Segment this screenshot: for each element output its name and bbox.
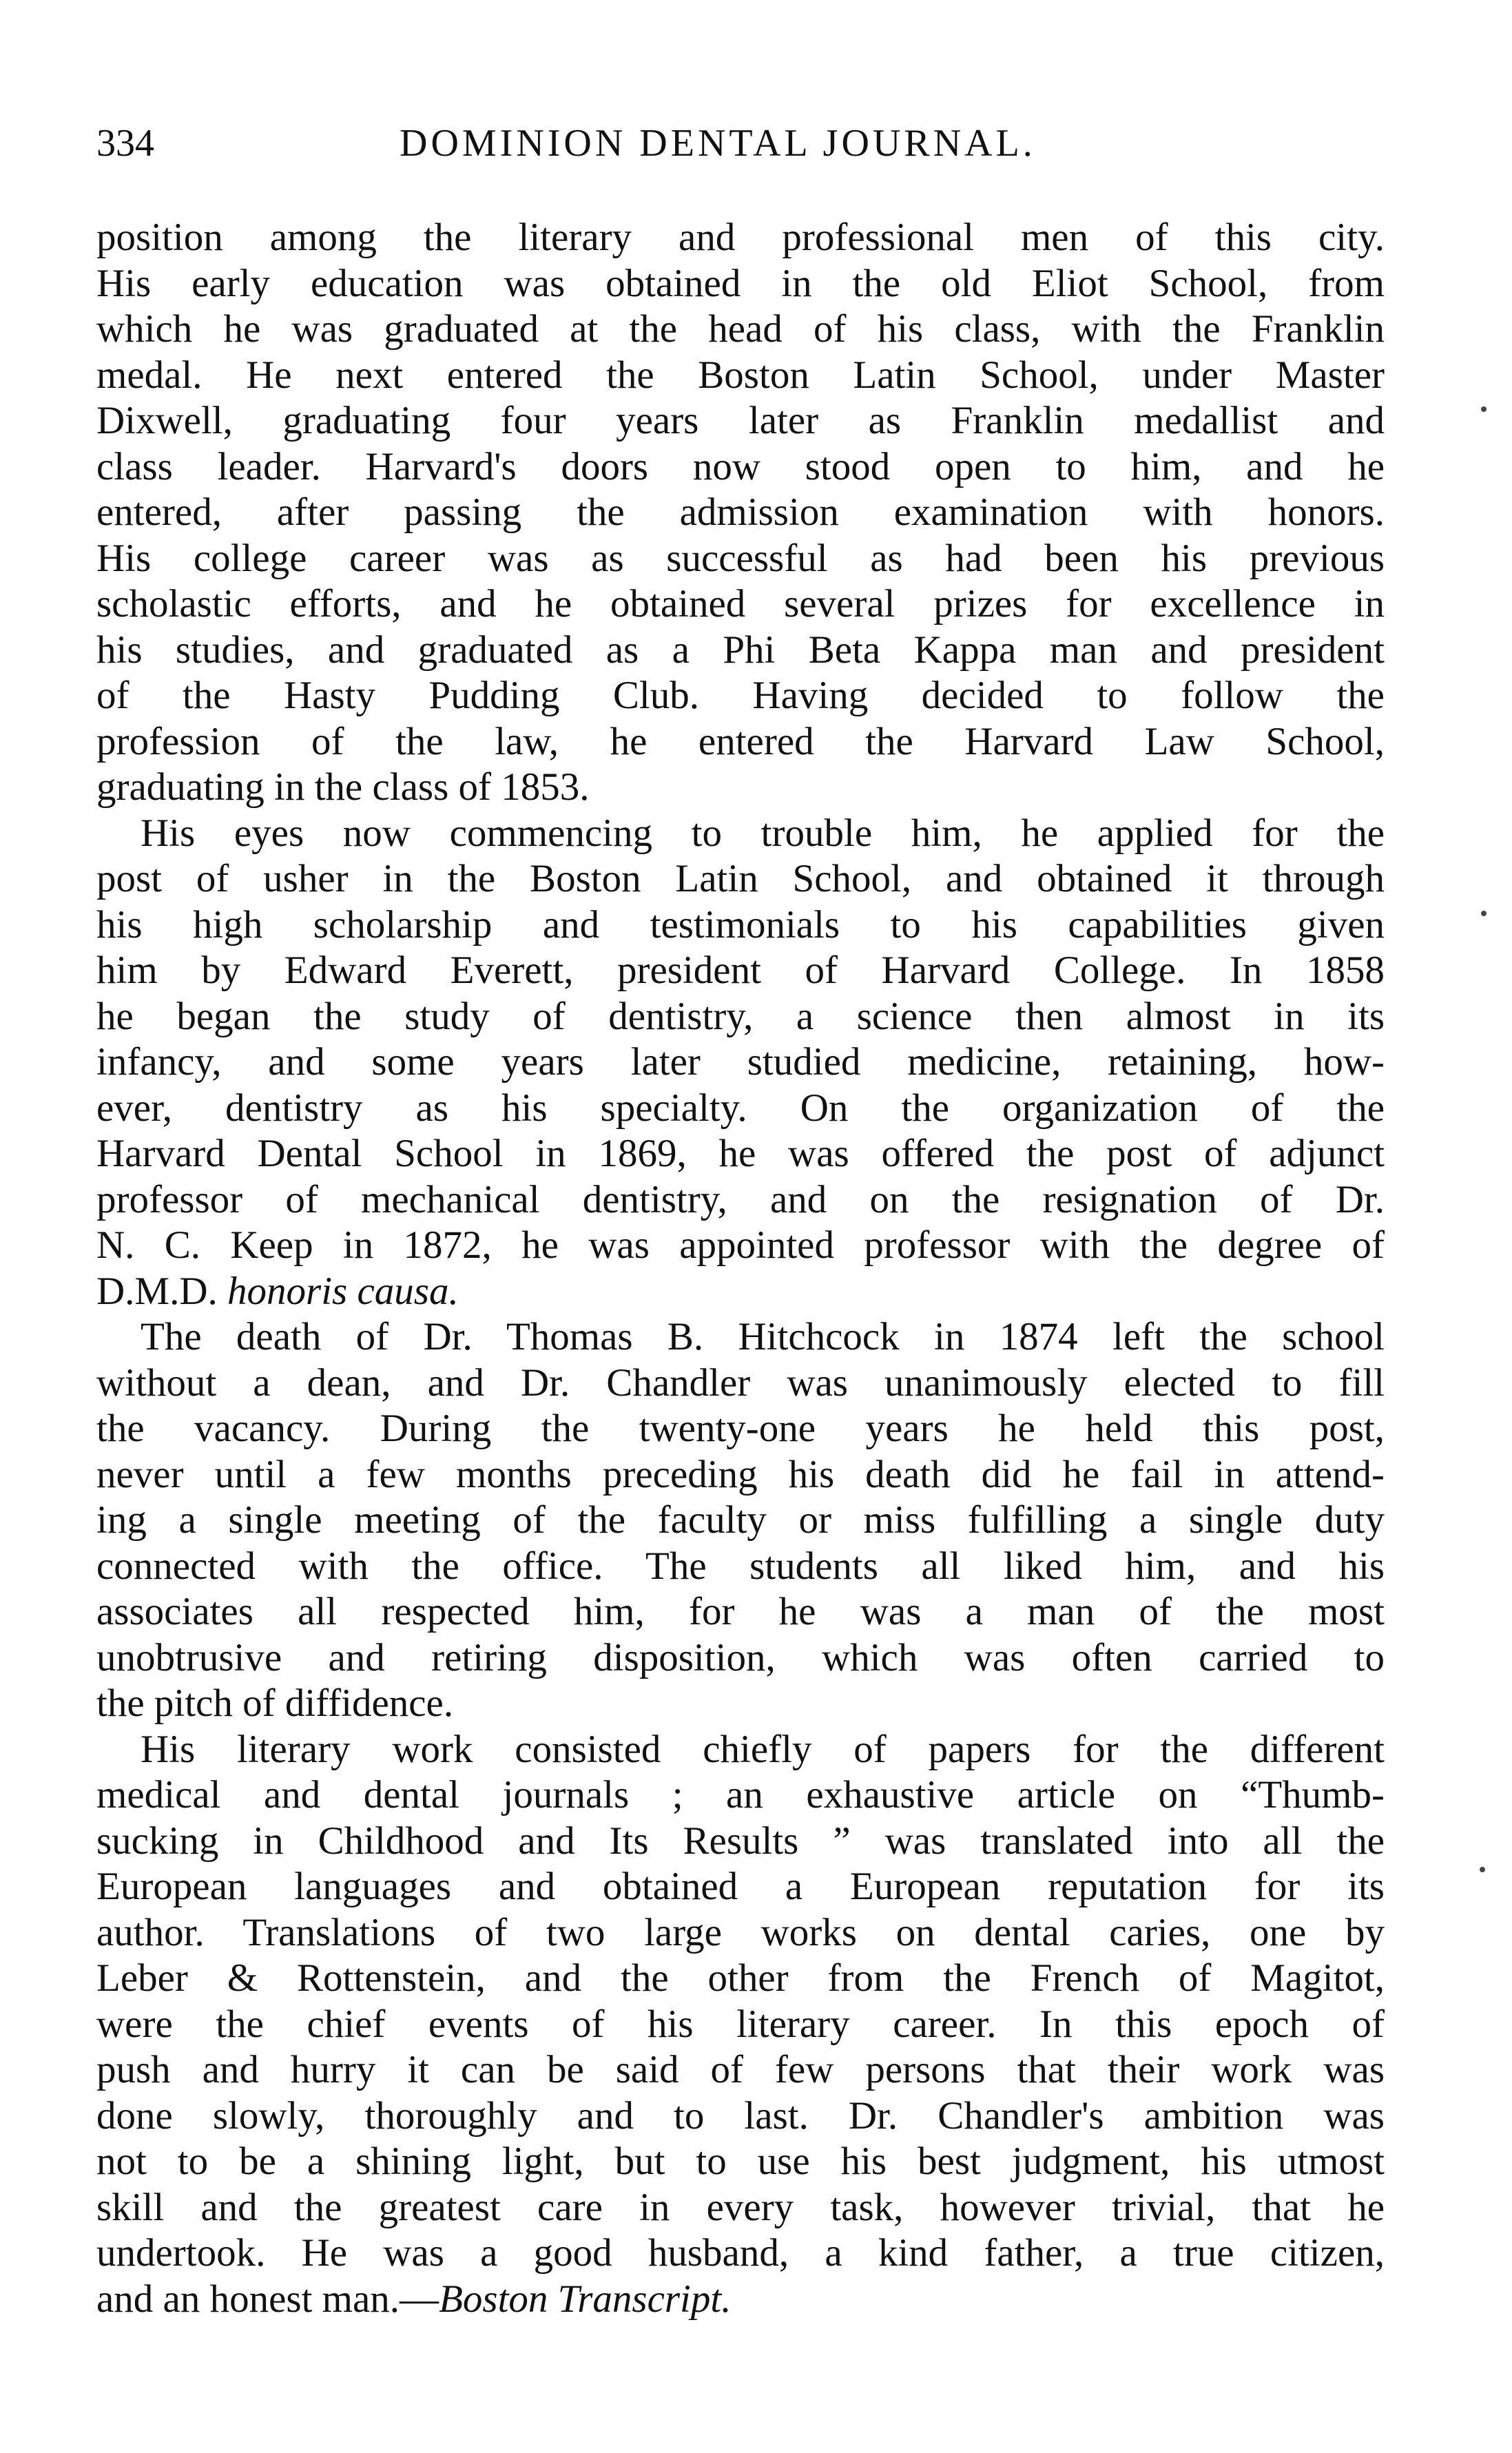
text-line: author. Translations of two large works on dental caries, one by (96, 1910, 1385, 1954)
text-line: sucking in Childhood and Its Results ” was translated into all the (96, 1819, 1385, 1863)
text-line: His college career was as successful as had been his previous (96, 536, 1385, 580)
text-line: his high scholarship and testimonials to his capabilities given (96, 902, 1385, 946)
text-line: Harvard Dental School in 1869, he was offered the post of adjunct (96, 1132, 1385, 1175)
text-line: of the Hasty Pudding Club. Having decided to follow the (96, 674, 1385, 717)
italic-fragment: honoris causa. (227, 1269, 459, 1313)
text-line: undertook. He was a good husband, a kind father, a true citizen, (96, 2231, 1385, 2275)
text-line: European languages and obtained a European reputation for its (96, 1865, 1385, 1908)
text-line: not to be a shining light, but to use his best judgment, his utmost (96, 2140, 1385, 2183)
text-line (96, 1269, 1385, 1315)
text-line: the pitch of diffidence. (96, 1681, 454, 1725)
running-head (96, 116, 1385, 171)
text-line: profession of the law, he entered the Harvard Law School, (96, 719, 1385, 763)
text-line: never until a few months preceding his death did he fail in attend- (96, 1452, 1385, 1496)
paragraph (96, 811, 1385, 1315)
text-line: His literary work consisted chiefly of papers for the different (141, 1727, 1385, 1771)
text-line: His early education was obtained in the old Eliot School, from (96, 261, 1385, 305)
text-line: scholastic efforts, and he obtained several prizes for excellence in (96, 582, 1385, 625)
text-line: Leber & Rottenstein, and the other from the French of Magitot, (96, 1956, 1385, 2000)
text-line: N. C. Keep in 1872, he was appointed professor with the degree of (96, 1223, 1385, 1267)
text-line: The death of Dr. Thomas B. Hitchcock in 1874 left the school (141, 1315, 1385, 1358)
text-fragment: D.M.D. (96, 1269, 228, 1313)
text-line: ever, dentistry as his specialty. On the organization of the (96, 1086, 1385, 1130)
italic-fragment: Boston Transcript. (439, 2277, 732, 2321)
article-body (96, 215, 1385, 2322)
journal-title: DOMINION DENTAL JOURNAL. (400, 122, 1036, 165)
text-line: done slowly, thoroughly and to last. Dr. Chandler's ambition was (96, 2093, 1385, 2138)
page-number: 334 (96, 122, 154, 165)
text-line: entered, after passing the admission examination with honors. (96, 490, 1385, 534)
text-line: him by Edward Everett, president of Harvard College. In 1858 (96, 949, 1385, 992)
text-line: associates all respected him, for he was a man of the most (96, 1590, 1385, 1633)
text-line: without a dean, and Dr. Chandler was unanimously elected to fill (96, 1360, 1385, 1405)
paragraph (96, 1314, 1385, 1727)
text-line: graduating in the class of 1853. (96, 765, 590, 809)
text-line: ing a single meeting of the faculty or miss fulfilling a single duty (96, 1498, 1385, 1542)
scan-speck (1480, 1867, 1485, 1872)
scan-speck (1481, 911, 1487, 916)
paragraph (96, 1727, 1385, 2323)
text-line: class leader. Harvard's doors now stood open to him, and he (96, 444, 1385, 488)
text-line: connected with the office. The students all liked him, and his (96, 1544, 1385, 1588)
text-line: professor of mechanical dentistry, and on the resignation of Dr. (96, 1177, 1385, 1221)
text-line: post of usher in the Boston Latin School, and obtained it through (96, 857, 1385, 900)
text-line: infancy, and some years later studied medicine, retaining, how- (96, 1040, 1385, 1084)
text-line: push and hurry it can be said of few persons that their work was (96, 2048, 1385, 2091)
text-line: skill and the greatest care in every task, however trivial, that he (96, 2185, 1385, 2229)
text-fragment: and an honest man.— (96, 2277, 439, 2321)
text-line: which he was graduated at the head of his class, with the Franklin (96, 307, 1385, 351)
text-line: Dixwell, graduating four years later as Franklin medallist and (96, 399, 1385, 442)
text-line: were the chief events of his literary career. In this epoch of (96, 2002, 1385, 2046)
scan-speck (1481, 406, 1487, 412)
text-line: His eyes now commencing to trouble him, he applied for the (141, 811, 1385, 855)
text-line: the vacancy. During the twenty-one years he held this post, (96, 1407, 1385, 1450)
text-line: his studies, and graduated as a Phi Beta Kappa man and president (96, 628, 1385, 672)
paragraph (96, 215, 1385, 811)
text-line: medical and dental journals ; an exhaustive article on “Thumb- (96, 1773, 1385, 1817)
text-line: medal. He next entered the Boston Latin School, under Master (96, 353, 1385, 397)
text-line (96, 2277, 1385, 2323)
text-line: unobtrusive and retiring disposition, which was often carried to (96, 1635, 1385, 1679)
text-line: position among the literary and professional men of this city. (96, 216, 1385, 259)
text-line: he began the study of dentistry, a science then almost in its (96, 994, 1385, 1038)
